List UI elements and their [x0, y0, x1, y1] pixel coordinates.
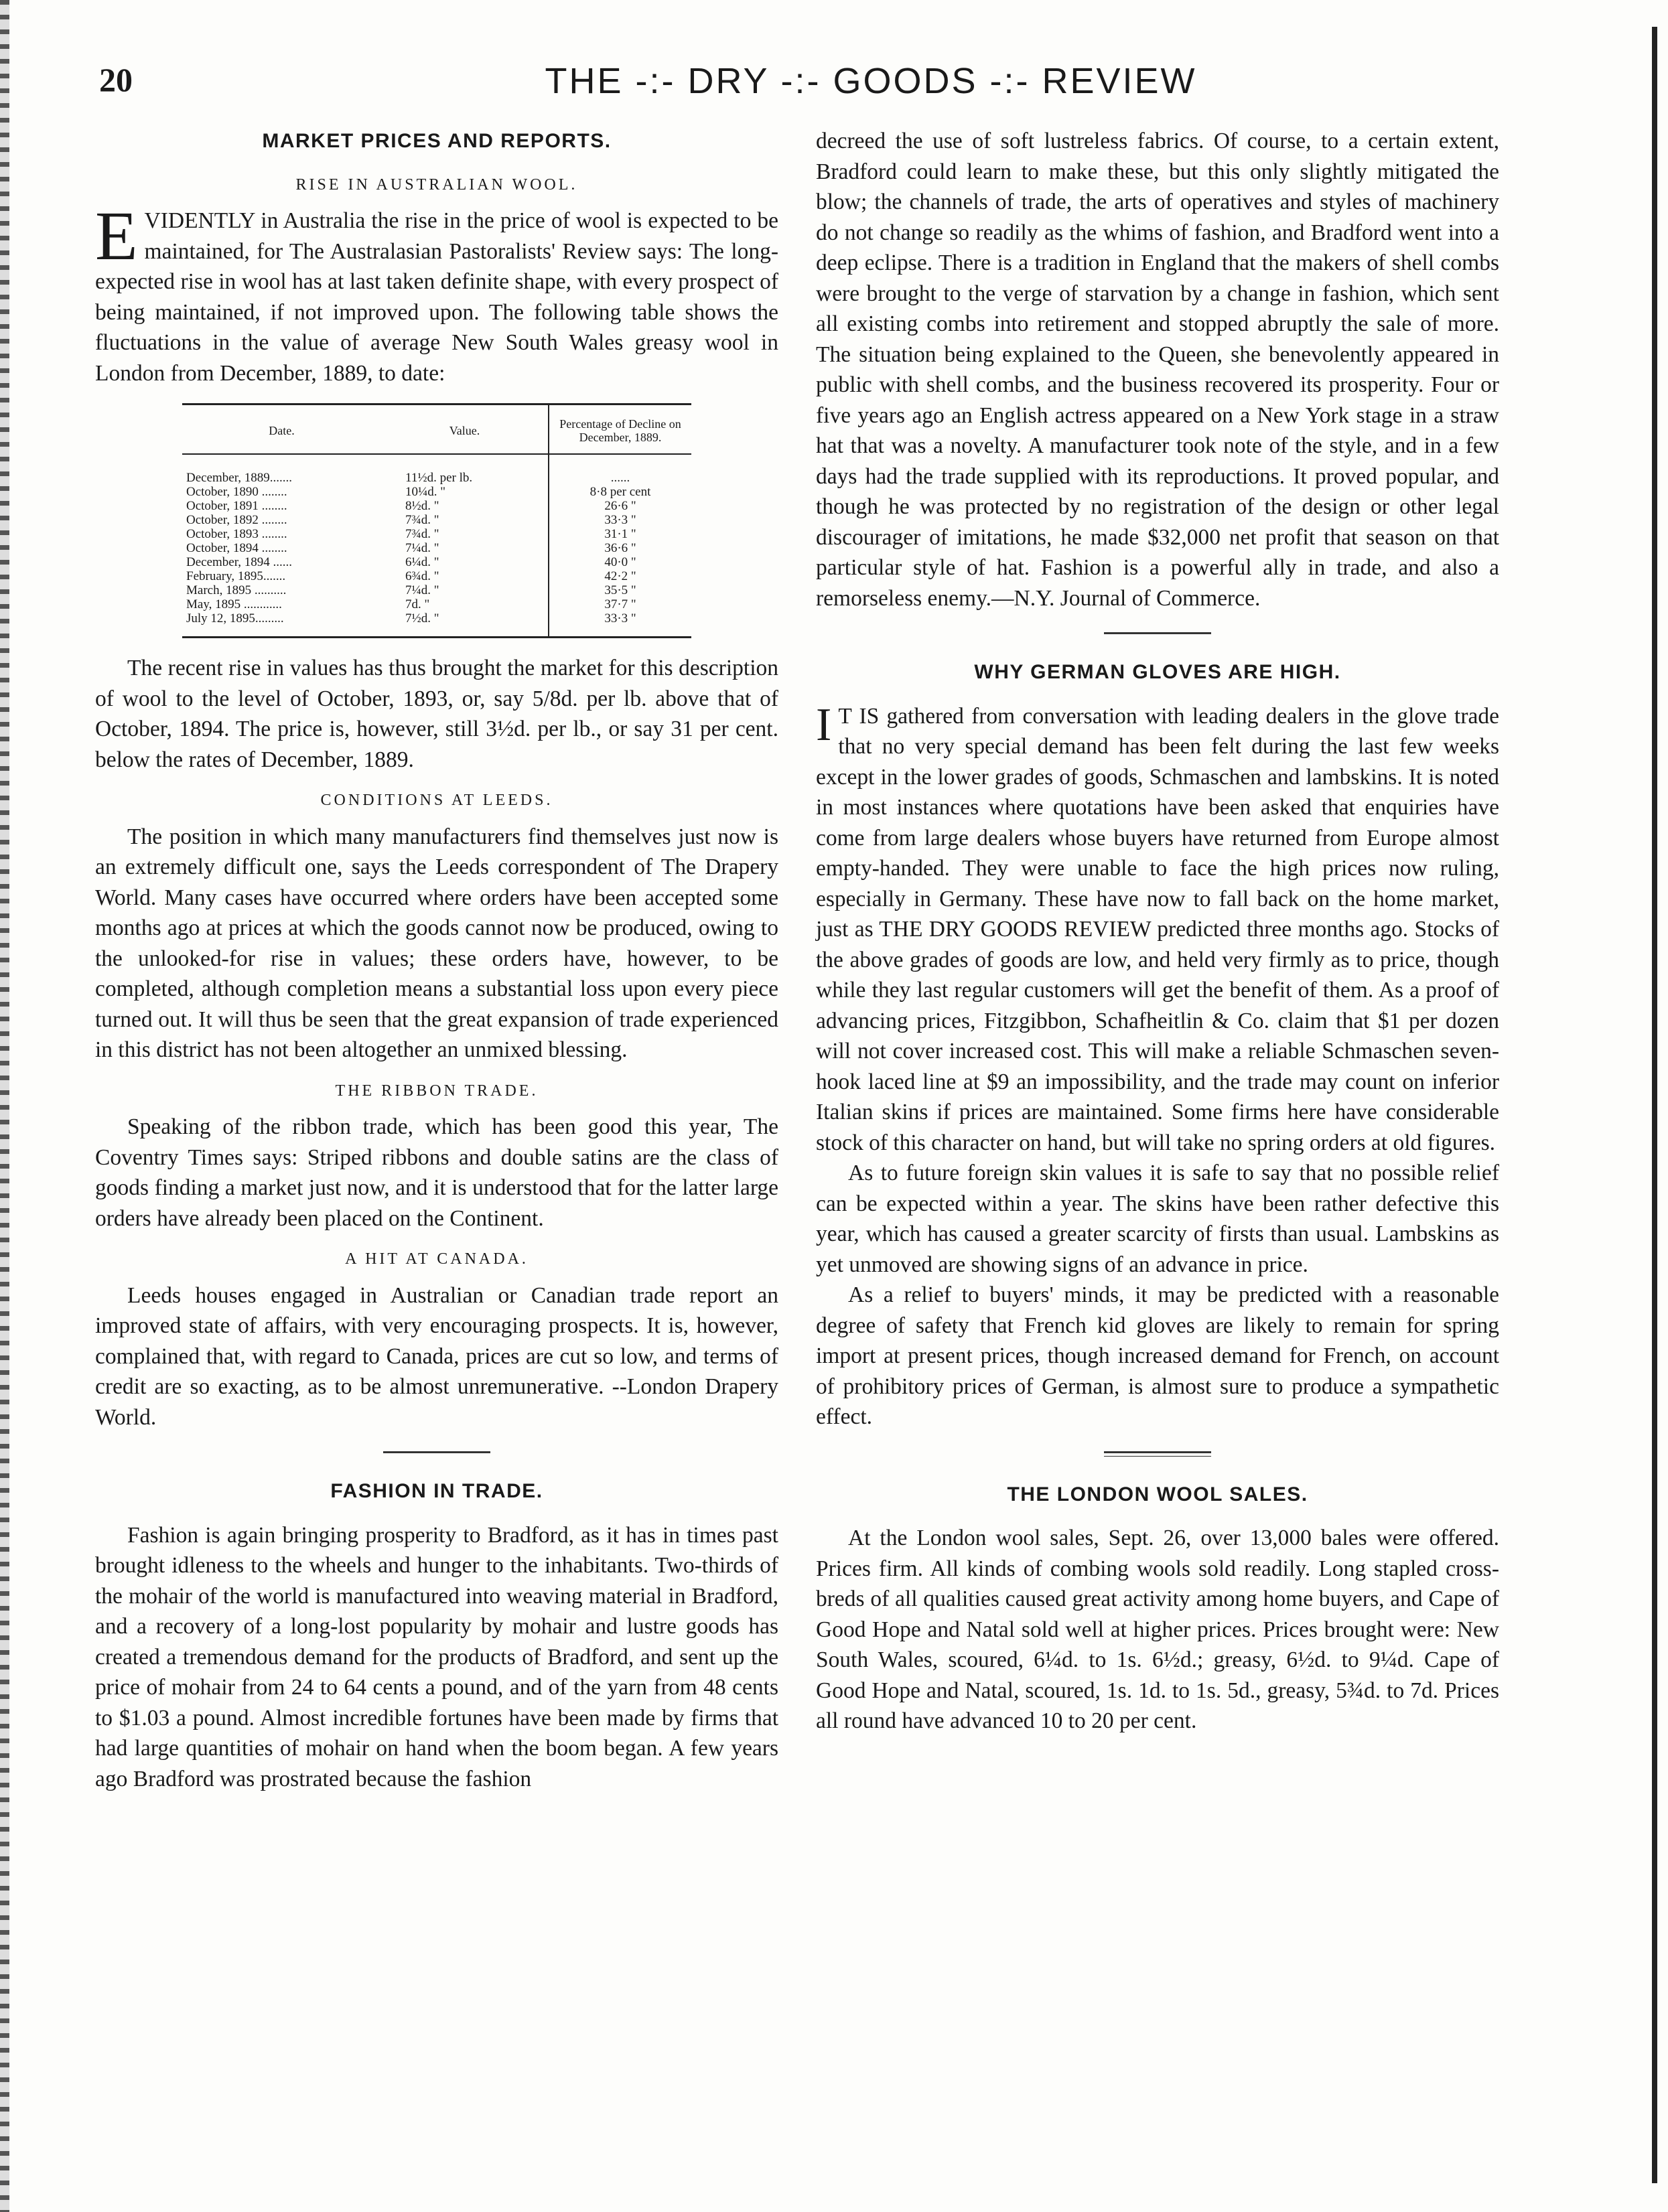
table-row — [182, 527, 691, 541]
table-cell-percentage: 33·3 " — [549, 513, 691, 527]
table-cell-percentage: 42·2 " — [549, 569, 691, 583]
right-border-rule — [1652, 27, 1657, 2183]
table-cell-percentage: 36·6 " — [549, 541, 691, 555]
table-row — [182, 555, 691, 569]
table-cell-date: February, 1895....... — [186, 569, 286, 583]
table-row — [182, 611, 691, 638]
german-gloves-paragraph-2: As to future foreign skin values it is safe to say that no possible relief can be expected within a year. The skins have been rather defective this year, which has caused a greater scarcity of firsts than usual. Lambskins as yet unmoved are showing signs of an advance in price. — [816, 1161, 1499, 1277]
wool-price-table — [182, 403, 691, 638]
table-cell-value: 10¼d. " — [405, 485, 446, 499]
london-wool-sales-heading: THE LONDON WOOL SALES. — [1007, 1483, 1308, 1505]
london-wool-sales-paragraph: At the London wool sales, Sept. 26, over 13,000 bales were offered. Prices firm. All kinds of combing wools sold readily. Long stapled cross-breds of all qualities caused great activity among home buyers, and Cape of Good Hope and Natal sold well at higher prices. Prices brought were: New South Wales, scoured, 6¼d. to 1s. 6½d.; greasy, 6½d. to 9¼d. Cape of Good Hope and Natal, scoured, 1s. 1d. to 1s. 5d., greasy, 5¾d. to 7d. Prices all round have advanced 10 to 20 per cent. — [816, 1526, 1499, 1733]
table-cell-value: 6¼d. " — [405, 555, 439, 569]
table-header-value: Value. — [381, 404, 549, 455]
table-cell-value: 7d. " — [405, 597, 430, 611]
table-row — [182, 499, 691, 513]
table-cell-percentage: 31·1 " — [549, 527, 691, 541]
table-cell-date: March, 1895 .......... — [186, 583, 287, 597]
hit-at-canada-heading: A HIT AT CANADA. — [345, 1250, 529, 1268]
table-cell-date: December, 1889....... — [186, 471, 293, 485]
table-cell-percentage: 8·8 per cent — [549, 485, 691, 499]
australian-wool-text: VIDENTLY in Australia the rise in the price of wool is expected to be maintained, for The Australasian Pastoralists' Review says: The long-expected rise in wool has at last taken definite shape, with every prospect of being maintained, if not improved upon. The following table shows the fluctuations in the value of average New South Wales greasy wool in London from December, 1889, to date: — [95, 208, 778, 386]
table-cell-percentage: 35·5 " — [549, 583, 691, 597]
section-divider — [1104, 632, 1211, 634]
binding-edge — [0, 0, 9, 2212]
table-cell-percentage: 26·6 " — [549, 499, 691, 513]
conditions-at-leeds-heading: CONDITIONS AT LEEDS. — [320, 792, 553, 809]
table-cell-date: December, 1894 ...... — [186, 555, 293, 569]
table-cell-value: 7¾d. " — [405, 513, 439, 527]
table-cell-value: 7½d. " — [405, 611, 439, 625]
right-column — [816, 126, 1499, 1737]
table-header-row — [182, 404, 691, 455]
drop-cap-i: I — [816, 698, 832, 751]
table-cell-value: 7¼d. " — [405, 583, 439, 597]
table-cell-percentage: 33·3 " — [549, 611, 691, 638]
ribbon-trade-paragraph: Speaking of the ribbon trade, which has been good this year, The Coventry Times says: Striped ribbons and double satins are the class of goods finding a market just now, and it is understood that for the latter large orders have already been placed on the Continent. — [95, 1114, 778, 1231]
section-divider — [1104, 1451, 1211, 1457]
fashion-in-trade-paragraph: Fashion is again bringing prosperity to Bradford, as it has in times past brought idleness to the wheels and hunger to the inhabitants. Two-thirds of the mohair of the world is manufactured into weaving material in Bradford, and a recovery of a long-lost popularity by mohair and lustre goods has created a tremendous demand for the products of Bradford, and sent up the price of mohair from 24 to 64 cents a pound, and of the yarn from 48 cents to $1.03 a pound. Almost incredible fortunes have been made by firms that had large quantities of mohair on hand when the boom began. A few years ago Bradford was prostrated because the fashion — [95, 1522, 778, 1791]
table-cell-percentage: 37·7 " — [549, 597, 691, 611]
table-cell-value: 11½d. per lb. — [405, 471, 473, 485]
table-row — [182, 569, 691, 583]
australian-wool-paragraph — [95, 198, 778, 388]
australian-wool-subheading: RISE IN AUSTRALIAN WOOL. — [295, 175, 578, 194]
table-cell-percentage: 40·0 " — [549, 555, 691, 569]
fashion-in-trade-heading: FASHION IN TRADE. — [330, 1480, 543, 1502]
table-header-percentage: Percentage of Decline on December, 1889. — [549, 404, 691, 455]
table-row — [182, 583, 691, 597]
market-prices-heading: MARKET PRICES AND REPORTS. — [262, 130, 612, 152]
table-cell-date: October, 1894 ........ — [186, 541, 287, 555]
table-cell-value: 7¼d. " — [405, 541, 439, 555]
conditions-at-leeds-paragraph: The position in which many manufacturers find themselves just now is an extremely difficult one, says the Leeds correspondent of The Drapery World. Many cases have occurred where orders have been accepted some months ago at prices at which the goods cannot now be produced, owing to the unlooked-for rise in values; these orders have, however, to be completed, although completion means a substantial loss upon every piece turned out. It will thus be seen that the great expansion of trade experienced in this district has not been altogether an unmixed blessing. — [95, 824, 778, 1062]
german-gloves-heading: WHY GERMAN GLOVES ARE HIGH. — [974, 661, 1341, 683]
german-gloves-paragraph-1 — [816, 698, 1499, 1159]
table-header-date: Date. — [182, 404, 381, 455]
table-row — [182, 485, 691, 499]
table-cell-date: October, 1890 ........ — [186, 485, 287, 499]
drop-cap-e: E — [95, 198, 138, 275]
table-cell-date: October, 1892 ........ — [186, 513, 287, 527]
section-divider — [383, 1451, 490, 1453]
table-cell-value: 7¾d. " — [405, 527, 439, 541]
left-column — [95, 126, 778, 1794]
hit-at-canada-paragraph: Leeds houses engaged in Australian or Canadian trade report an improved state of affairs, with very encouraging prospects. It is, however, complained that, with regard to Canada, prices are cut so low, and terms of credit are so exacting, as to be almost unremunerative. --London Drapery World. — [95, 1282, 778, 1430]
page-number: 20 — [99, 61, 133, 98]
table-cell-date: July 12, 1895......... — [186, 611, 284, 625]
ribbon-trade-heading: THE RIBBON TRADE. — [335, 1082, 539, 1100]
running-head: THE -:- DRY -:- GOODS -:- REVIEW — [545, 61, 1197, 101]
after-table-paragraph: The recent rise in values has thus brought the market for this description of wool to the level of October, 1893, or, say 5/8d. per lb. above that of October, 1894. The price is, however, still 3½d. per lb., or say 31 per cent. below the rates of December, 1889. — [95, 656, 778, 772]
fashion-in-trade-continuation: decreed the use of soft lustreless fabrics. Of course, to a certain extent, Bradford could learn to make these, but this only slightly mitigated the blow; the channels of trade, the arts of operatives and styles of machinery do not change so readily as the whims of fashion, and Bradford went into a deep eclipse. There is a tradition in England that the makers of shell combs were brought to the verge of starvation by a change in fashion, which sent all existing combs into retirement and stopped abruptly the sale of more. The situation being explained to the Queen, she benevolently appeared in public with shell combs, and the business recovered its prosperity. Four or five years ago an English actress appeared on a New York stage in a straw hat that was a novelty. A manufacturer took note of the style, and in a few days had the trade supplied with its reproductions. It proved popular, and though he was protected by no registration of the design or other legal discourager of imitations, he made $32,000 net profit that season on that particular style of hat. Fashion is a powerful ally in trade, and also a remorseless enemy.—N.Y. Journal of Commerce. — [816, 129, 1499, 611]
german-gloves-paragraph-3: As a relief to buyers' minds, it may be predicted with a reasonable degree of safety that French kid gloves are likely to remain for spring import at present prices, though increased demand for French, on account of prohibitory prices of German, is almost sure to produce a sympathetic effect. — [816, 1282, 1499, 1429]
table-cell-date: October, 1891 ........ — [186, 499, 287, 513]
table-row — [182, 597, 691, 611]
table-row — [182, 454, 691, 485]
table-row — [182, 513, 691, 527]
table-cell-value: 8½d. " — [405, 499, 439, 513]
table-cell-date: May, 1895 ............ — [186, 597, 282, 611]
german-gloves-text-1: T IS gathered from conversation with leading dealers in the glove trade that no very special demand has been felt during the last few weeks except in the lower grades of goods, Schmaschen and lambskins. It is noted in most instances where quotations have been asked that enquiries have come from large dealers whose buyers have returned from Europe almost empty-handed. They were unable to face the high prices now ruling, especially in Germany. These have now to fall back on the home market, just as THE DRY GOODS REVIEW predicted three months ago. Stocks of the above grades of goods are low, and held very firmly as to price, though while they last regular customers will get the benefit of them. As a proof of advancing prices, Fitzgibbon, Schafheitlin & Co. claim that $1 per dozen will not cover increased cost. This will make a reliable Schmaschen seven-hook laced line at $9 an impossibility, and the trade may count on inferior Italian skins if prices are maintained. Some firms here have considerable stock of this character on hand, but will take no spring orders at old figures. — [816, 703, 1499, 1155]
table-row — [182, 541, 691, 555]
table-cell-date: October, 1893 ........ — [186, 527, 287, 541]
table-cell-value: 6¾d. " — [405, 569, 439, 583]
table-cell-percentage: ...... — [549, 454, 691, 485]
